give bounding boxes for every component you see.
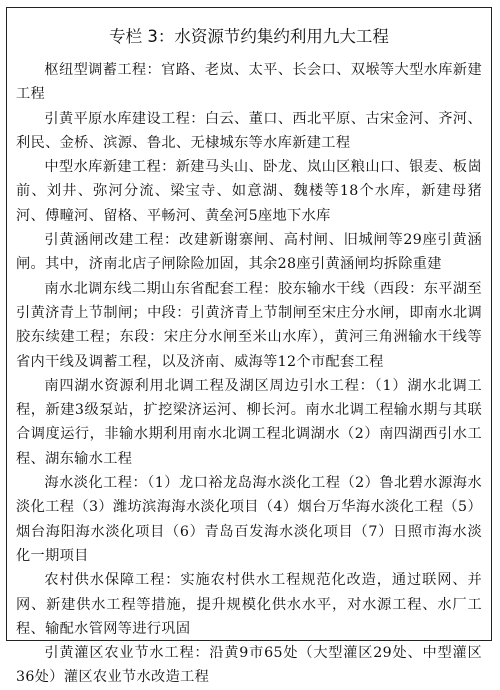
project-heading: 枢纽型调蓄工程： — [44, 62, 162, 78]
project-text: 改建新谢寨闸、高村闸、旧城闸等29座引黄涵闸。其中，济南北店子闸除险加固，其余28座引黄涵闸均拆除重建 — [16, 232, 483, 273]
project-text: 白云、董口、西北平原、古宋金河、齐河、利民、金桥、滨源、鲁北、无棣城东等水库新建工程 — [16, 110, 483, 151]
project-text: 官路、老岚、太平、长会口、双堠等大型水库新建工程 — [16, 62, 482, 103]
project-item-9 — [16, 641, 482, 690]
column-box — [6, 7, 492, 686]
project-heading: 南四湖水资源利用北调工程及湖区周边引水工程： — [44, 377, 375, 394]
project-text: 新建马头山、卧龙、岚山区粮山口、银麦、板崮前、刘井、弥河分流、梁宝寺、如意湖、魏楼等18个水库，新建母猪河、傅疃河、留格、平畅河、黄垒河5座地下水库 — [16, 159, 482, 224]
project-item-1 — [16, 58, 482, 107]
project-heading: 海水淡化工程： — [44, 475, 148, 492]
project-item-5 — [16, 277, 482, 374]
project-heading: 中型水库新建工程： — [44, 159, 176, 176]
column-title: 专栏 3：水资源节约集约利用九大工程 — [109, 27, 389, 46]
project-text: 胶东输水干线（西段：东平湖至引黄济青上节制闸；中段：引黄济青上节制闸至宋庄分水闸，即南水北调胶东续建工程；东段：宋庄分水闸至米山水库），黄河三角洲输水干线等省内干线及调蓄工程，以及济南、威海等12个市配套工程 — [16, 280, 482, 370]
project-item-6 — [16, 374, 482, 471]
project-item-3 — [16, 155, 482, 228]
project-text: 实施农村供水工程规范化改造，通过联网、并网、新建供水工程等措施，提升规模化供水水平，对水源工程、水厂工程、输配水管网等进行巩固 — [16, 572, 482, 637]
project-item-2 — [16, 107, 482, 156]
project-text: （1）龙口裕龙岛海水淡化工程（2）鲁北碧水源海水淡化工程（3）潍坊滨海海水淡化项目（4）烟台万华海水淡化工程（5）烟台海阳海水淡化项目（6）青岛百发海水淡化项目（7）日照市海水淡化一期项目 — [16, 475, 482, 564]
project-text: （1）湖水北调工程，新建3级泵站，扩挖梁济运河、柳长河。南水北调工程输水期与其联合调度运行，非输水期利用南水北调工程北调湖水（2）南四湖西引水工程、湖东输水工程 — [16, 377, 482, 467]
project-heading: 引黄涵闸改建工程： — [44, 232, 180, 249]
project-heading: 引黄灌区农业节水工程： — [44, 645, 210, 662]
project-text: 沿黄9市65处（大型灌区29处、中型灌区36处）灌区农业节水改造工程 — [16, 645, 482, 686]
project-heading: 农村供水保障工程： — [44, 572, 181, 589]
project-item-7 — [16, 471, 482, 568]
project-item-8 — [16, 568, 482, 641]
project-heading: 引黄平原水库建设工程： — [44, 110, 205, 127]
project-heading: 南水北调东线二期山东省配套工程： — [44, 280, 278, 297]
project-item-4 — [16, 228, 482, 277]
